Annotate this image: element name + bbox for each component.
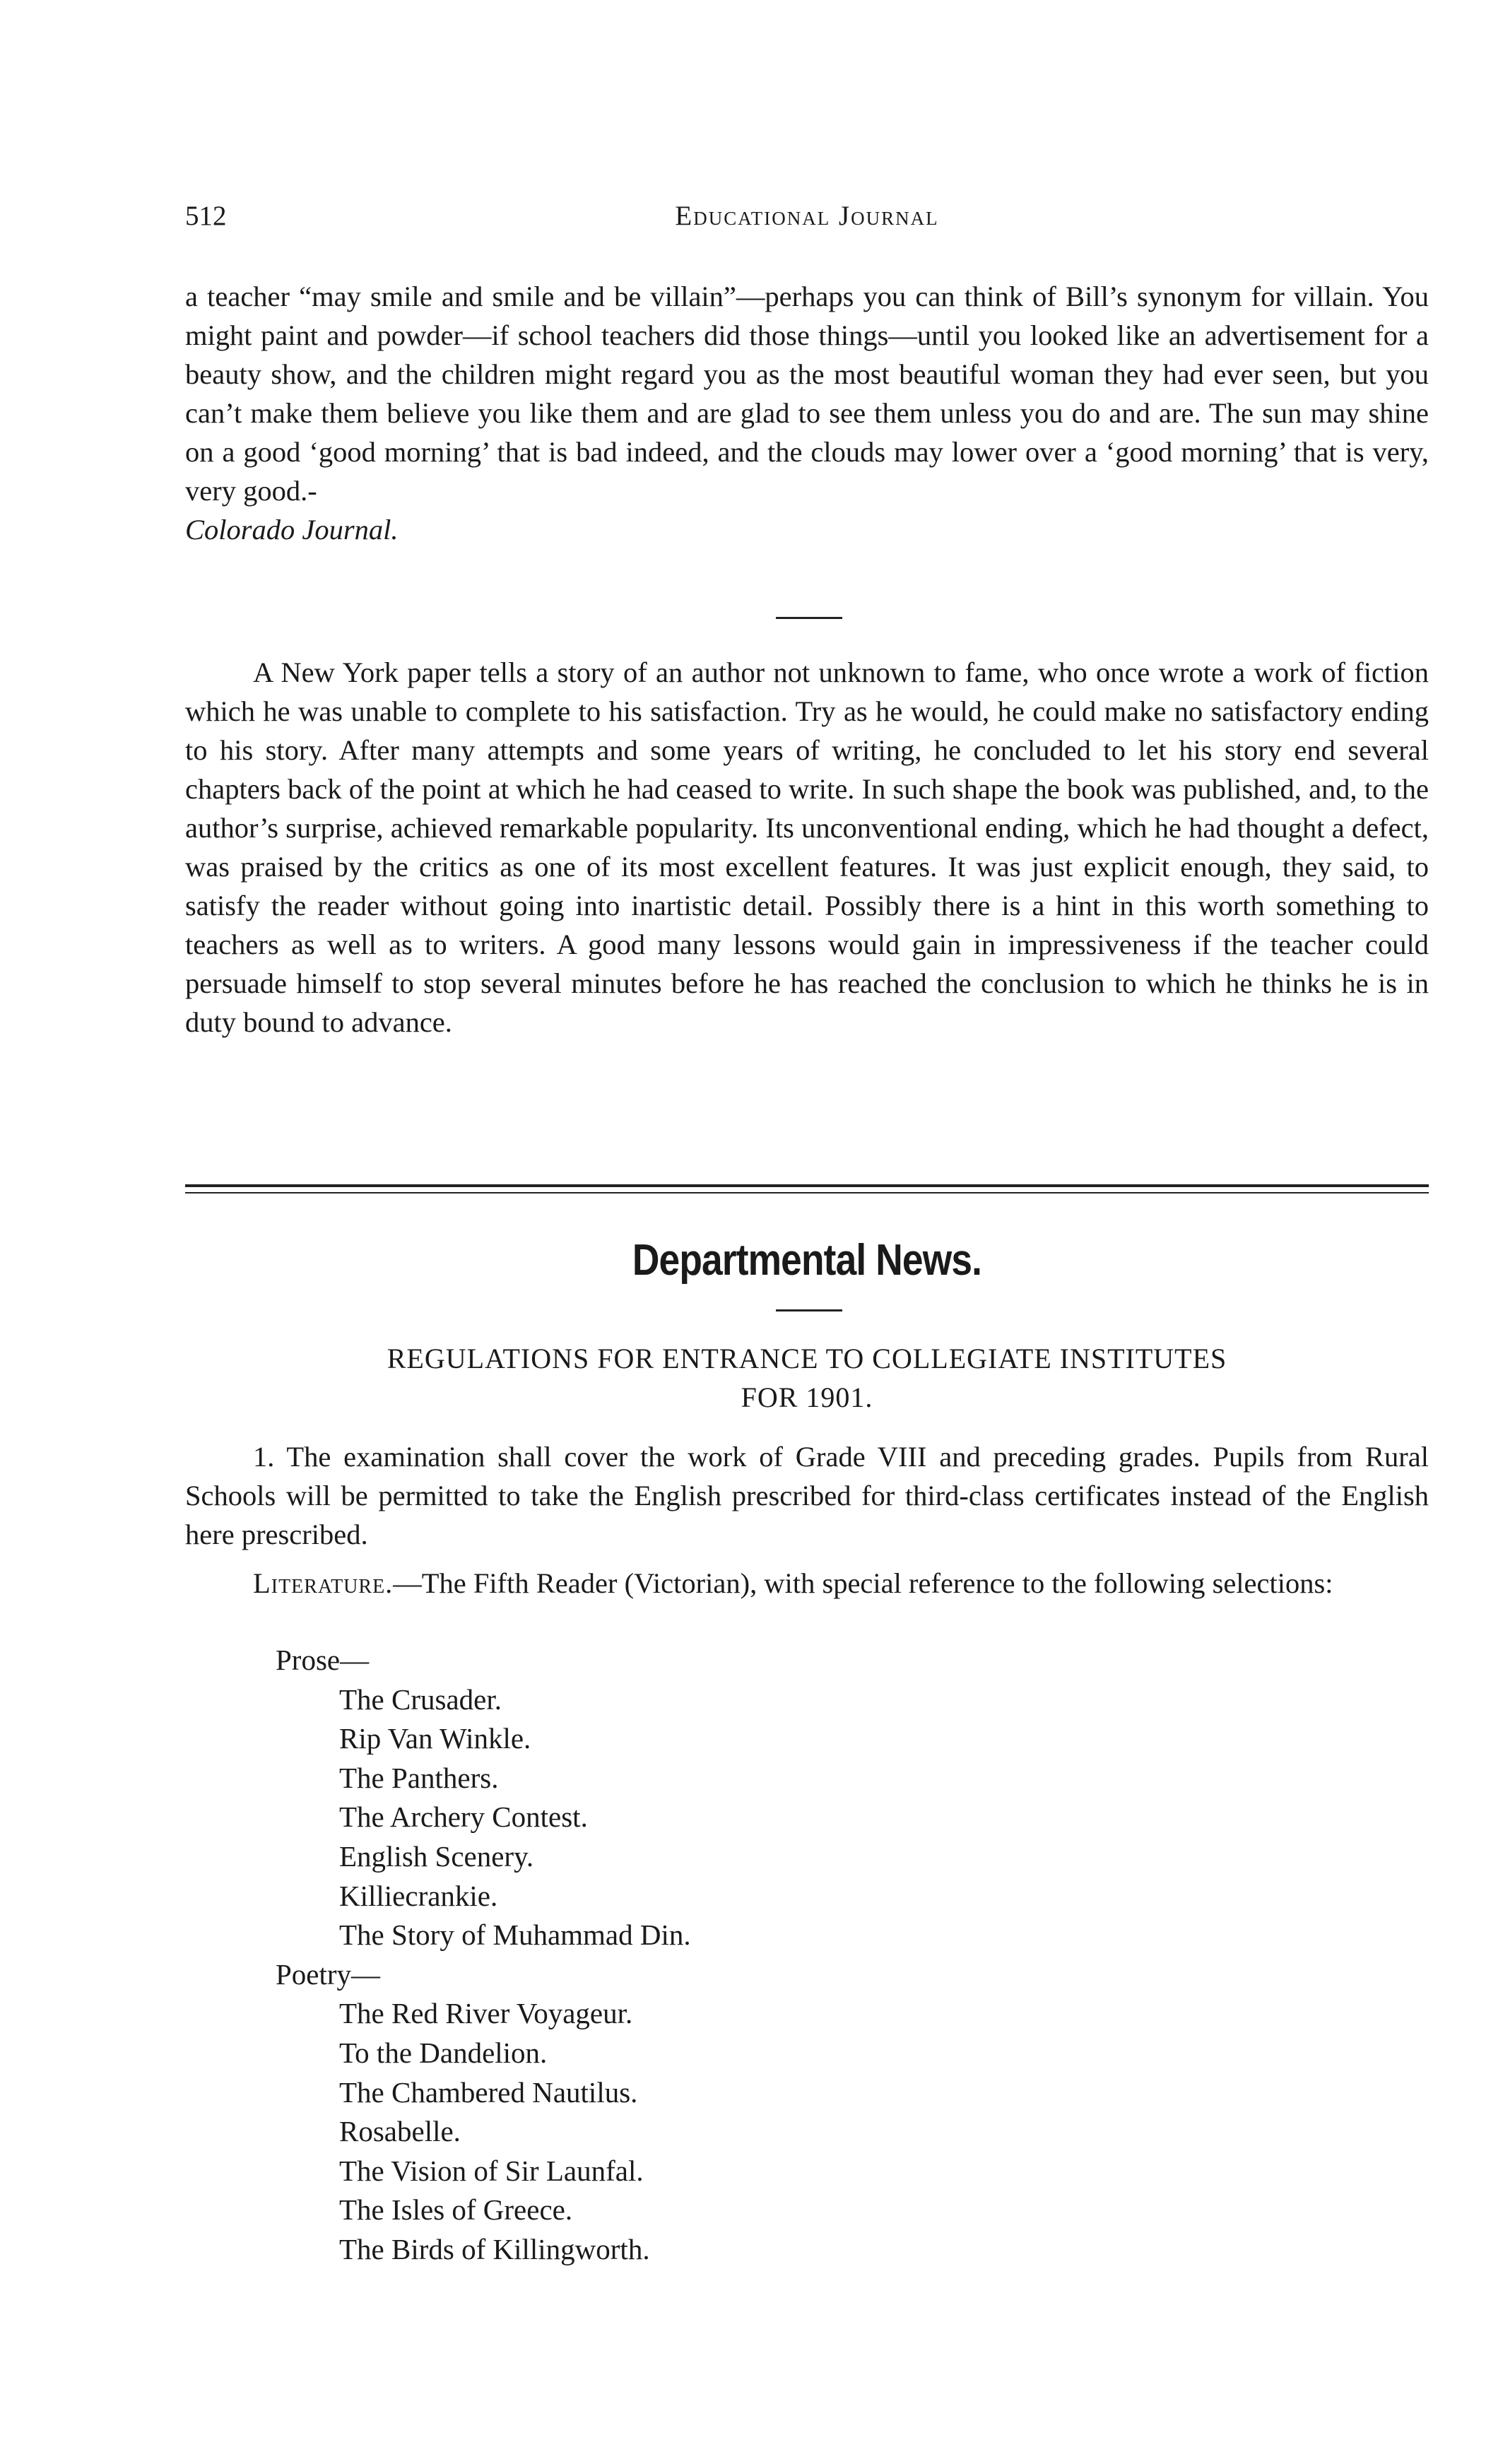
prose-item: Rip Van Winkle. xyxy=(339,1722,531,1755)
poetry-item: The Chambered Nautilus. xyxy=(339,2075,638,2109)
literature-paragraph xyxy=(185,1564,1429,1603)
running-title: Educational Journal xyxy=(675,201,939,231)
poetry-item: The Birds of Killingworth. xyxy=(339,2232,650,2265)
poetry-item: The Isles of Greece. xyxy=(339,2193,573,2227)
regulations-heading-line2: FOR 1901. xyxy=(741,1381,873,1413)
prose-item: The Story of Muhammad Din. xyxy=(339,1918,691,1952)
page-number: 512 xyxy=(185,201,227,231)
poetry-item: The Red River Voyageur. xyxy=(339,1997,633,2030)
regulations-paragraph-1 xyxy=(185,1437,1429,1554)
double-rule-divider xyxy=(185,1184,1429,1193)
article-author-story xyxy=(185,653,1429,1042)
article1-text: a teacher “may smile and smile and be villain”—perhaps you can think of Bill’s synonym for villain. You might paint and powder—if school teachers did those things—until you looked like an advertisement for a beauty show, and the children might regard you as the most beautiful woman they had ever seen, but you can’t make them believe you like them and are glad to see them unless you do and are. The sun may shine on a good ‘good morning’ that is bad indeed, and the clouds may lower over a ‘good morning’ that is very, very good.- xyxy=(185,281,1429,507)
literature-label: Literature. xyxy=(253,1567,394,1599)
poetry-item: Rosabelle. xyxy=(339,2115,461,2148)
prose-item: English Scenery. xyxy=(339,1839,534,1873)
prose-item: Killiecrankie. xyxy=(339,1879,498,1912)
heading-divider xyxy=(776,1309,842,1311)
prose-label: Prose— xyxy=(276,1644,370,1676)
prose-item: The Archery Contest. xyxy=(339,1800,588,1834)
selections-list xyxy=(185,1641,1429,2270)
article1-paragraph xyxy=(185,277,1429,549)
regulations-heading-line1: REGULATIONS FOR ENTRANCE TO COLLEGIATE INSTITUTES xyxy=(387,1343,1227,1374)
regulations-heading xyxy=(185,1339,1429,1417)
departmental-news-heading: Departmental News. xyxy=(632,1236,982,1285)
literature-text xyxy=(185,1564,1429,1603)
prose-item: The Crusader. xyxy=(339,1682,502,1716)
section-divider xyxy=(776,617,842,619)
exam-coverage-text: 1. The examination shall cover the work of Grade VIII and preceding grades. Pupils from Rural Schools will be permitted to take the English prescribed for third-class certificates instead of the English here prescribed. xyxy=(185,1441,1429,1550)
article2-paragraph: A New York paper tells a story of an author not unknown to fame, who once wrote a work of fiction which he was unable to complete to his satisfaction. Try as he would, he could make no satisfactory ending to his story. After many attempts and some years of writing, he concluded to let his story end several chapters back of the point at which he had ceased to write. In such shape the book was published, and, to the author’s surprise, achieved remarkable popularity. Its unconventional ending, which he had thought a defect, was praised by the critics as one of its most excellent features. It was just explicit enough, they said, to satisfy the reader without going into inartistic detail. Possibly there is a hint in this worth something to teachers as well as to writers. A good many lessons would gain in impressiveness if the teacher could persuade himself to stop several minutes before he has reached the conclusion to which he thinks he is in duty bound to advance. xyxy=(185,656,1429,1038)
page-header xyxy=(185,200,1429,240)
poetry-item: The Vision of Sir Launfal. xyxy=(339,2154,644,2187)
prose-item: The Panthers. xyxy=(339,1761,499,1794)
article1-source: Colorado Journal. xyxy=(185,514,399,546)
article-teacher-smile xyxy=(185,277,1429,549)
poetry-item: To the Dandelion. xyxy=(339,2036,548,2069)
literature-description: —The Fifth Reader (Victorian), with special reference to the following selections: xyxy=(393,1567,1333,1599)
poetry-label: Poetry— xyxy=(276,1957,381,1991)
